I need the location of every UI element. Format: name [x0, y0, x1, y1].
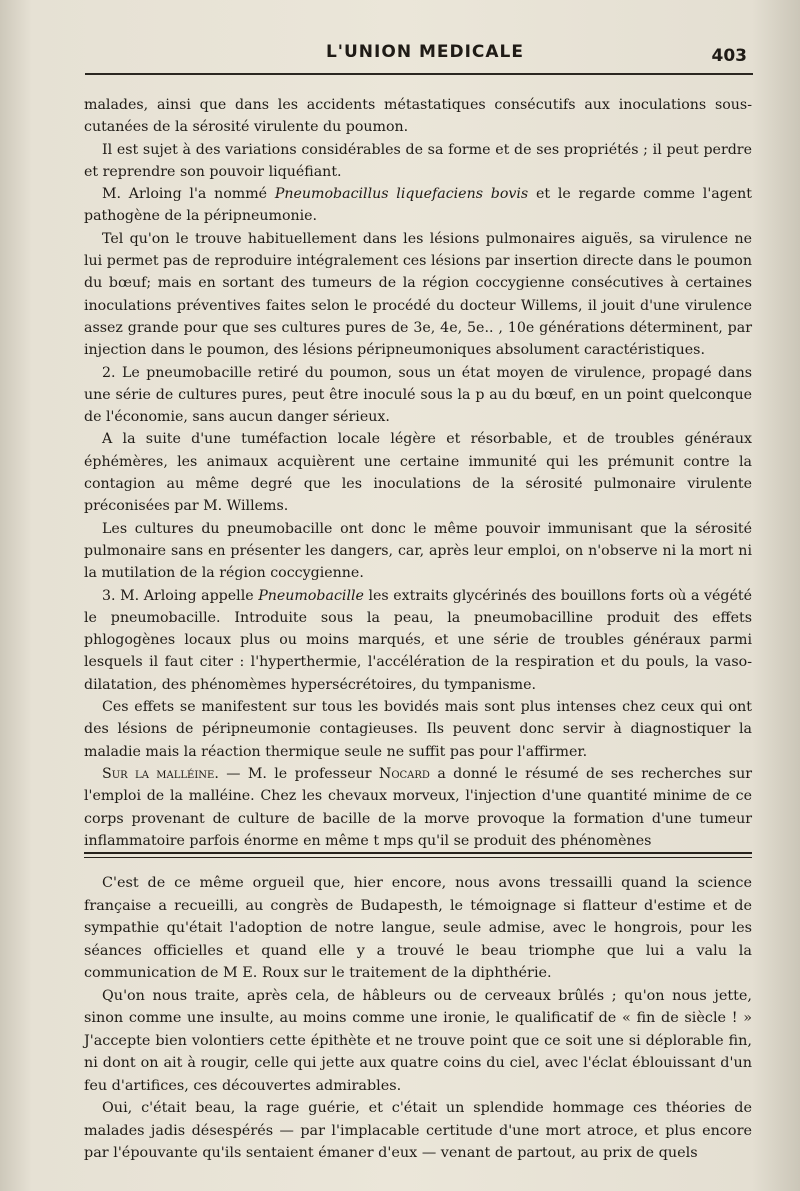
page-number: 403: [711, 46, 747, 66]
article-paragraph: 2. Le pneumobacille retiré du poumon, sous un état moyen de virulence, propagé dans une série de cultures pures, peut être inoculé sous la p au du bœuf, en un point quelconque de l'économie, sans aucun danger sérieux.: [84, 364, 752, 426]
paragraph-text: — M. le professeur: [218, 765, 379, 782]
paragraph-text: M. Arloing l'a nommé: [102, 186, 275, 203]
article-column: [84, 94, 752, 852]
paragraph-text: et le regarde comme l'agent pathogène de la péripneumonie.: [84, 186, 753, 225]
article-paragraph: Ces effets se manifestent sur tous les bovidés mais sont plus intenses chez ceux qui ont des lésions de péripneumonie contagieuses. Ils peuvent donc servir à diagnostiquer la maladie mais la réaction thermique seule ne suffit pas pour l'affirmer.: [84, 699, 752, 760]
article-paragraph: [84, 585, 752, 696]
article-paragraph: malades, ainsi que dans les accidents métastatiques consécutifs aux inoculations sous-cutanées de la sérosité virulente du poumon.: [84, 97, 752, 136]
feuilleton-column: [84, 872, 752, 1165]
article-paragraph: Tel qu'on le trouve habituellement dans les lésions pulmonaires aiguës, sa virulence ne lui permet pas de reproduire intégralement ces lésions par insertion directe dans le poumon du bœuf; mais en sortant des tumeurs de la région coccygienne consécutives à certaines inoculations préventives faites selon le procédé du docteur Willems, il jouit d'une virulence assez grande pour que ses cultures pures de 3e, 4e, 5e.. , 10e générations déterminent, par injection dans le poumon, des lésions péripneumoniques absolument caractéristiques.: [84, 230, 752, 359]
paragraph-text: 3. M. Arloing appelle: [102, 587, 259, 604]
section-label: Sur la malléine.: [102, 765, 219, 782]
product-name: Pneumobacille: [258, 587, 364, 604]
article-paragraph: Les cultures du pneumobacille ont donc le même pouvoir immunisant que la sérosité pulmonaire sans en présenter les dangers, car, après leur emploi, on n'observe ni la mort ni la mutilation de la région coccygienne.: [84, 520, 752, 582]
page-header: [85, 38, 753, 82]
article-paragraph: [84, 763, 752, 852]
header-rule: [85, 73, 753, 75]
paragraph-text: les extraits glycérinés des bouillons forts où a végété le pneumobacille. Introduite sous la peau, la pneumobacilline produit des effets phlogogènes locaux plus ou moins marqués, et une série de troubles généraux parmi lesquels il faut citer : l'hyperthermie, l'accélération de la respiration et du pouls, la vaso-dilatation, des phénomèmes hypersécrétoires, du tympanisme.: [84, 587, 752, 693]
journal-title: L'UNION MEDICALE: [325, 42, 525, 62]
paragraph-text: a donné le résumé de ses recherches sur l'emploi de la malléine. Chez les chevaux morveux, l'injection d'une quantité minime de ce corps provenant de culture de bacille de la morve provoque la formation d'une tumeur inflammatoire parfois énorme en même t mps qu'il se produit des phénomènes: [84, 765, 753, 849]
species-name: Pneumobacillus liquefaciens bovis: [274, 186, 529, 203]
feuilleton-paragraph: C'est de ce même orgueil que, hier encore, nous avons tressailli quand la science française a recueilli, au congrès de Budapesth, le témoignage si flatteur d'estime et de sympathie qu'était l'adoption de notre langue, seule admise, avec le hongrois, pour les séances officielles et quand elle y a trouvé le beau triomphe que lui a valu la communication de M E. Roux sur le traitement de la diphthérie.: [84, 875, 752, 981]
article-paragraph: [84, 183, 752, 228]
article-paragraph: A la suite d'une tuméfaction locale légère et résorbable, et de troubles généraux éphémères, les animaux acquièrent une certaine immunité qui les prémunit contre la contagion au même degré que les inoculations de la sérosité pulmonaire virulente préconisées par M. Willems.: [84, 431, 752, 515]
feuilleton-separator-thin: [84, 857, 752, 858]
author-name: Nocard: [378, 765, 430, 782]
article-paragraph: Il est sujet à des variations considérables de sa forme et de ses propriétés ; il peut perdre et reprendre son pouvoir liquéfiant.: [84, 141, 752, 180]
feuilleton-paragraph: Qu'on nous traite, après cela, de hâbleurs ou de cerveaux brûlés ; qu'on nous jette, sinon comme une insulte, au moins comme une ironie, le qualificatif de « fin de siècle ! » J'accepte bien volontiers cette épithète et ne trouve point que ce soit une si déplorable fin, ni dont on ait à rougir, celle qui jette aux quatre coins du ciel, avec l'éclat éblouissant d'un feu d'artifices, ces découvertes admirables.: [84, 987, 752, 1094]
feuilleton-paragraph: Oui, c'était beau, la rage guérie, et c'était un splendide hommage ces théories de malades jadis désespérés — par l'implacable certitude d'une mort atroce, et plus encore par l'épouvante qu'ils sentaient émaner d'eux — venant de partout, au prix de quels: [84, 1100, 752, 1161]
feuilleton-separator: [84, 852, 752, 854]
